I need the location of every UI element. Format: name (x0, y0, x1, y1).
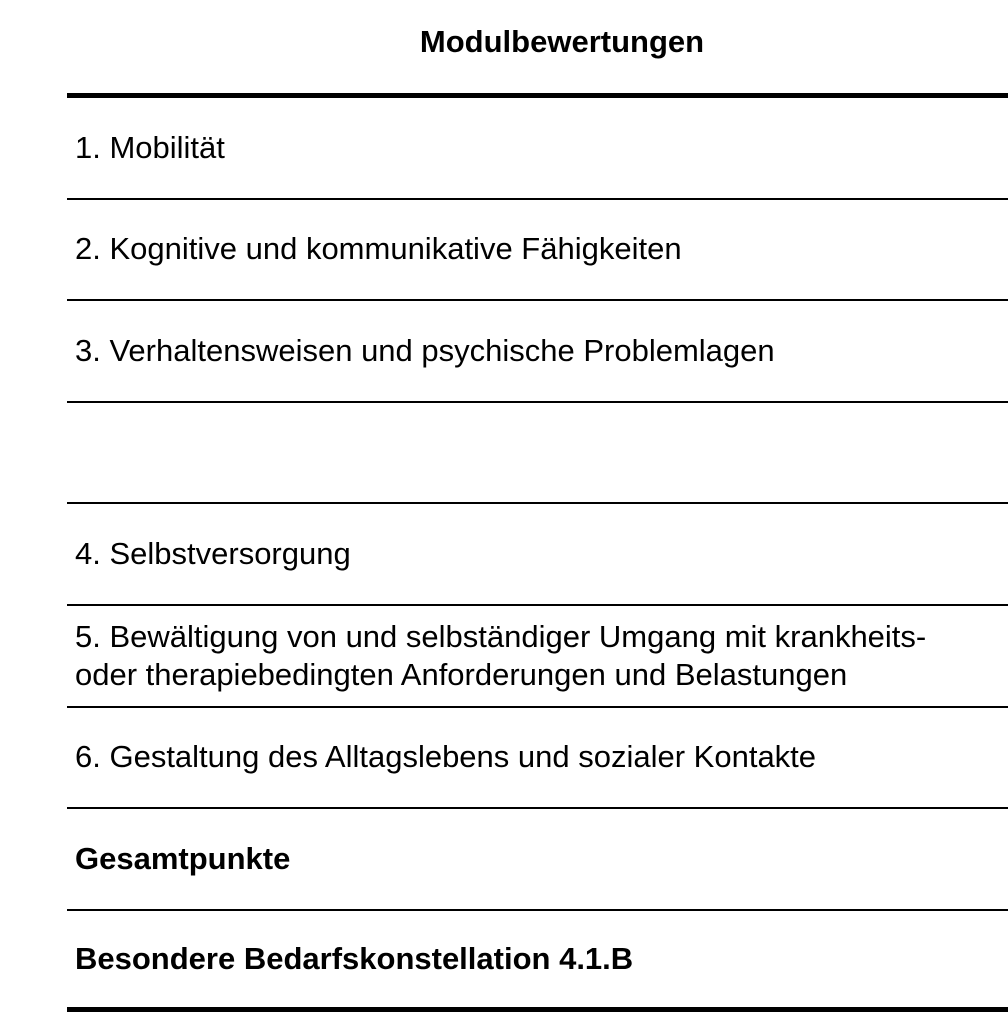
row-label: 1. Mobilität (75, 129, 225, 165)
table-row-total-points (67, 809, 1008, 911)
row-label: 2. Kognitive und kommunikative Fähigkeiten (75, 231, 682, 267)
page-title: Modulbewertungen (419, 24, 705, 59)
row-label: Gesamtpunkte (75, 840, 291, 876)
table-row-daily-life (67, 708, 1008, 810)
table-row-behavior (67, 301, 1008, 403)
row-label: 3. Verhaltensweisen und psychische Problemlagen (75, 332, 775, 368)
row-label-line-1: 5. Bewältigung von und selbständiger Umgang mit krankheits- (75, 618, 927, 654)
row-label (75, 606, 1008, 706)
table-row-special-needs (67, 911, 1008, 1013)
row-label-line-2: oder therapiebedingten Anforderungen und Belastungen (75, 656, 848, 692)
row-label: 6. Gestaltung des Alltagslebens und sozialer Kontakte (75, 739, 817, 775)
row-label: 4. Selbstversorgung (75, 536, 351, 572)
row-label (75, 403, 1008, 503)
table-row-mobility (67, 98, 1008, 200)
table-row-self-care (67, 504, 1008, 606)
table-row-cognitive (67, 200, 1008, 302)
module-ratings-table (67, 93, 1008, 1012)
table-row-coping (67, 606, 1008, 708)
row-label: Besondere Bedarfskonstellation 4.1.B (75, 941, 634, 977)
table-row-empty (67, 403, 1008, 505)
